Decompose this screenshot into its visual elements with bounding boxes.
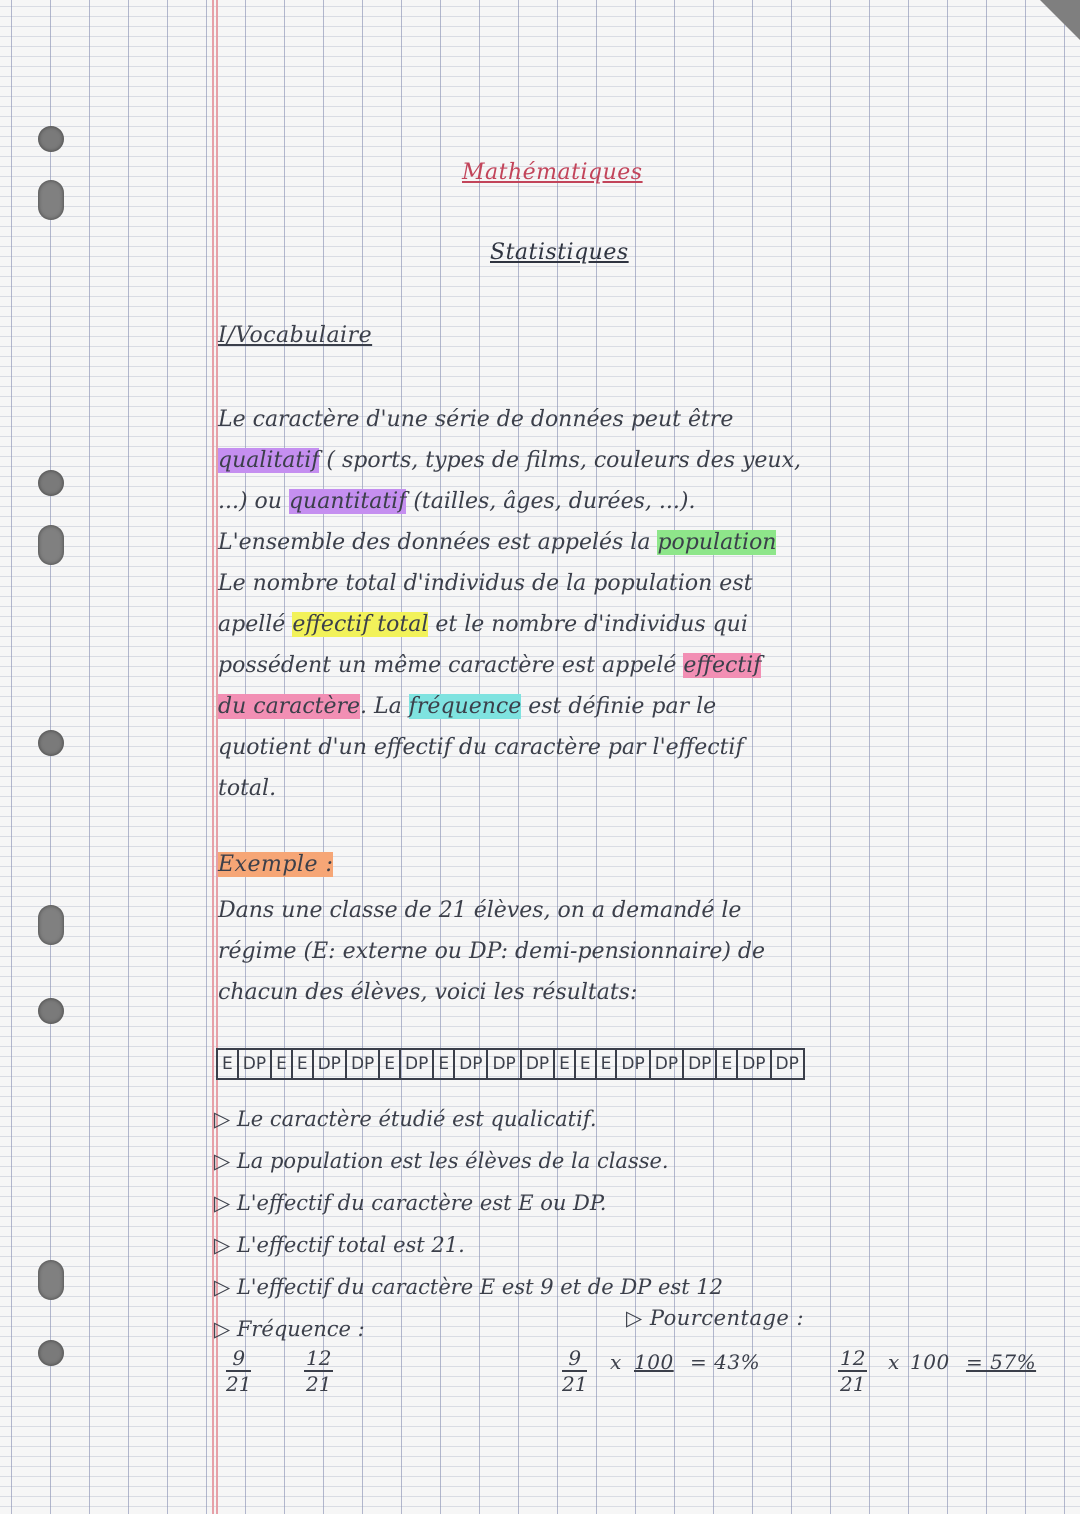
percent-fraction-dp <box>838 1346 867 1396</box>
table-cell: DP <box>346 1049 379 1079</box>
binder-hole <box>38 998 64 1024</box>
binder-hole <box>38 905 64 945</box>
text-fragment: possédent un même caractère est appelé <box>218 653 684 678</box>
binder-hole <box>38 180 64 220</box>
pourcentage-label: ▷ Pourcentage : <box>626 1306 805 1330</box>
denominator: 21 <box>306 1372 332 1396</box>
numerator: 12 <box>306 1346 332 1370</box>
table-cell: E <box>217 1049 238 1079</box>
text-line: total. <box>218 776 277 801</box>
table-cell: E <box>292 1049 313 1079</box>
table-cell: DP <box>683 1049 716 1079</box>
term-frequence: fréquence <box>408 694 522 719</box>
text-line: régime (E: externe ou DP: demi-pensionnaire) de <box>218 939 766 964</box>
binder-hole <box>38 1340 64 1366</box>
table-cell: E <box>433 1049 454 1079</box>
table-cell: DP <box>487 1049 520 1079</box>
denominator: 21 <box>226 1372 252 1396</box>
text-fragment: (tailles, âges, durées, ...). <box>406 489 696 514</box>
denominator: 21 <box>840 1372 866 1396</box>
text-line <box>218 440 1058 481</box>
table-cell: DP <box>616 1049 649 1079</box>
table-cell: DP <box>238 1049 271 1079</box>
term-quantitatif: quantitatif <box>288 489 407 514</box>
text-line: chacun des élèves, voici les résultats: <box>218 980 638 1005</box>
text-line <box>218 522 1058 563</box>
list-item: ▷ L'effectif total est 21. <box>214 1233 465 1257</box>
percent-result-e: = 43% <box>690 1350 761 1374</box>
page-corner <box>1040 0 1080 40</box>
binder-hole <box>38 525 64 565</box>
example-label <box>218 852 333 877</box>
table-cell: DP <box>771 1049 804 1079</box>
term-du-caractere: du caractère <box>218 694 361 719</box>
text-fragment: ( sports, types de films, couleurs des yeux, <box>319 448 802 473</box>
table-row <box>217 1049 804 1079</box>
numerator: 9 <box>226 1346 251 1372</box>
text-line: quotient d'un effectif du caractère par l'effectif <box>218 735 744 760</box>
binder-hole <box>38 730 64 756</box>
text-fragment: L'ensemble des données est appelés la <box>218 530 658 555</box>
vocabulary-paragraph <box>218 399 1058 809</box>
table-cell: E <box>596 1049 617 1079</box>
text-fragment: est définie par le <box>521 694 717 719</box>
term-population: population <box>657 530 777 555</box>
table-cell: DP <box>737 1049 770 1079</box>
results-table <box>216 1048 805 1080</box>
list-item: ▷ Le caractère étudié est qualicatif. <box>214 1107 597 1131</box>
text-line <box>218 481 1058 522</box>
text-line: Le caractère d'une série de données peut être <box>218 407 734 432</box>
list-item: ▷ La population est les élèves de la classe. <box>214 1149 669 1173</box>
percent-fraction-e <box>562 1346 587 1396</box>
table-cell: E <box>575 1049 596 1079</box>
times-sign: x <box>610 1350 622 1374</box>
binder-hole <box>38 1260 64 1300</box>
table-cell: E <box>716 1049 737 1079</box>
table-cell: E <box>554 1049 575 1079</box>
text-line: Dans une classe de 21 élèves, on a demandé le <box>218 898 742 923</box>
table-cell: DP <box>521 1049 554 1079</box>
text-line <box>218 604 1058 645</box>
list-item: ▷ L'effectif du caractère est E ou DP. <box>214 1191 607 1215</box>
page-title: Mathématiques <box>462 160 643 185</box>
section-heading: I/Vocabulaire <box>218 323 373 348</box>
percent-result-dp: = 57% <box>966 1350 1037 1374</box>
text-line: Le nombre total d'individus de la population est <box>218 571 753 596</box>
term-effectif: effectif <box>683 653 762 678</box>
hundred: 100 <box>910 1350 950 1374</box>
denominator: 21 <box>562 1372 588 1396</box>
text-fragment: . La <box>360 694 409 719</box>
hundred: 100 <box>634 1350 674 1374</box>
text-fragment: ...) ou <box>218 489 289 514</box>
page-subtitle: Statistiques <box>490 240 629 265</box>
text-line <box>218 686 1058 727</box>
numerator: 9 <box>562 1346 587 1372</box>
example-label-text: Exemple : <box>218 852 334 877</box>
fraction-e <box>226 1346 251 1396</box>
example-paragraph <box>218 890 1058 1013</box>
binder-hole <box>38 470 64 496</box>
list-item: ▷ Fréquence : <box>214 1317 365 1341</box>
table-cell: E <box>271 1049 292 1079</box>
term-qualitatif: qualitatif <box>218 448 320 473</box>
term-effectif-total: effectif total <box>292 612 429 637</box>
text-fragment: et le nombre d'individus qui <box>428 612 748 637</box>
fraction-dp <box>304 1346 333 1396</box>
table-cell: DP <box>454 1049 487 1079</box>
numerator: 12 <box>840 1346 866 1370</box>
table-cell: DP <box>400 1049 433 1079</box>
times-sign: x <box>888 1350 900 1374</box>
text-line <box>218 645 1058 686</box>
list-item: ▷ L'effectif du caractère E est 9 et de DP est 12 <box>214 1275 724 1299</box>
table-cell: DP <box>313 1049 346 1079</box>
binder-hole <box>38 126 64 152</box>
table-cell: DP <box>650 1049 683 1079</box>
table-cell: E <box>379 1049 400 1079</box>
text-fragment: apellé <box>218 612 293 637</box>
